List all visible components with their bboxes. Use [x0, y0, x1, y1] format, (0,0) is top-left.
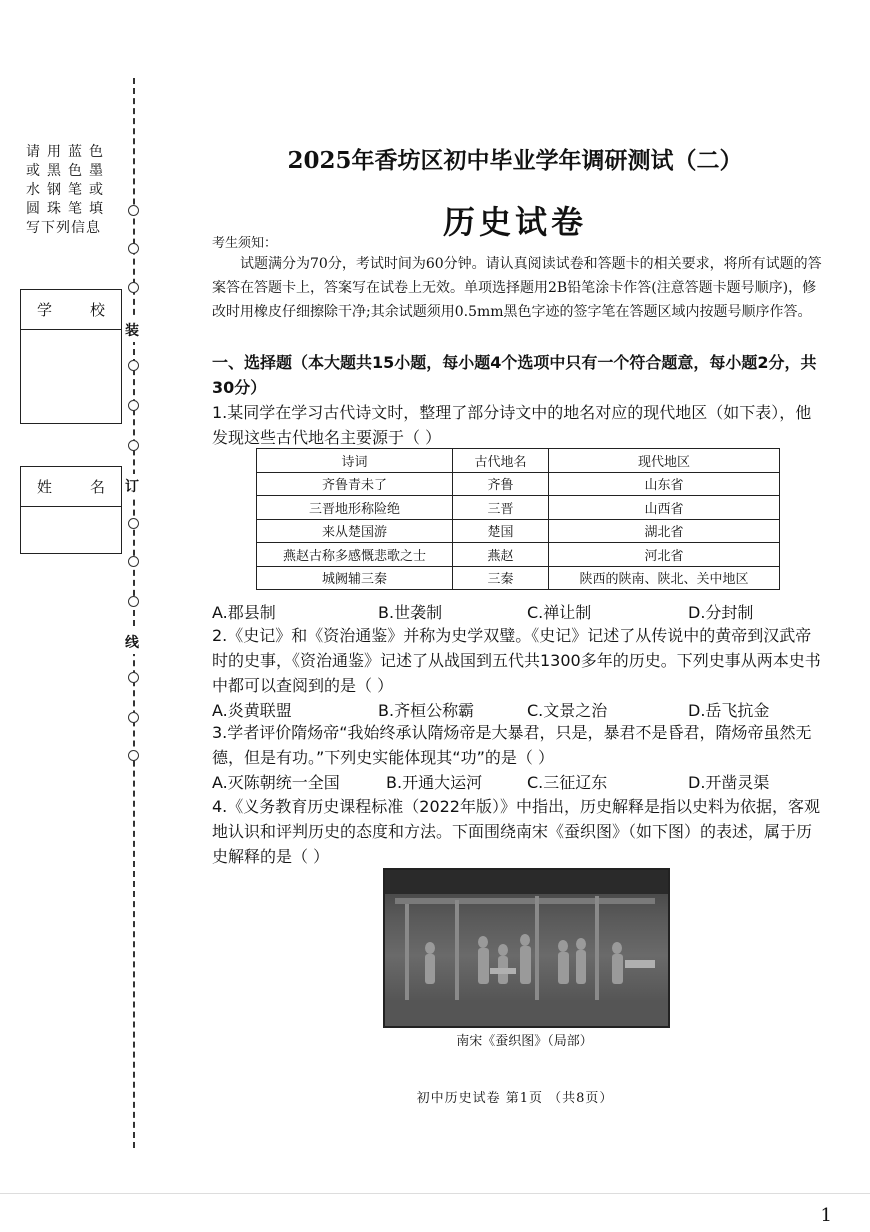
table-row — [257, 566, 780, 590]
question-2-options — [212, 698, 826, 722]
subject-title: 历史试卷 — [442, 203, 587, 241]
table-cell: 燕赵古称多感慨悲歌之士 — [257, 543, 453, 567]
option-a[interactable]: A.炎黄联盟 — [212, 701, 292, 720]
table-cell: 齐鲁青未了 — [257, 472, 453, 496]
binding-hole — [128, 400, 139, 411]
silk-weaving-painting — [383, 868, 670, 1028]
table-row — [257, 543, 780, 567]
question-4-stem: 4.《义务教育历史课程标准（2022年版）》中指出，历史解释是指以史料为依据，客观地认识和评判历史的态度和方法。下面围绕南宋《蚕织图》（如下图）的表述，属于历史解释的是（ ） — [212, 797, 820, 866]
binding-hole — [128, 243, 139, 254]
binding-line — [133, 78, 135, 1148]
option-a[interactable]: A.郡县制 — [212, 603, 276, 622]
question-1-options — [212, 600, 826, 624]
table-cell: 三晋 — [453, 496, 549, 520]
option-b[interactable]: B.齐桓公称霸 — [378, 701, 475, 720]
table-cell: 城阙辅三秦 — [257, 566, 453, 590]
table-cell: 河北省 — [549, 543, 780, 567]
option-d[interactable]: D.岳飞抗金 — [688, 701, 770, 720]
table-row — [257, 519, 780, 543]
table-cell: 三秦 — [453, 566, 549, 590]
option-b[interactable]: B.世袭制 — [378, 603, 443, 622]
table-row — [257, 472, 780, 496]
page-number: 1 — [820, 1205, 832, 1226]
table-header: 诗词 — [257, 449, 453, 473]
table-cell: 三晋地形称险绝 — [257, 496, 453, 520]
table-cell: 山西省 — [549, 496, 780, 520]
table-header: 古代地名 — [453, 449, 549, 473]
binding-hole — [128, 672, 139, 683]
instruction-line: 水钢笔或 — [26, 182, 110, 198]
binding-hole — [128, 360, 139, 371]
table-header-row — [257, 449, 780, 473]
binding-hole — [128, 205, 139, 216]
option-d[interactable]: D.分封制 — [688, 603, 754, 622]
table-cell: 齐鲁 — [453, 472, 549, 496]
table-cell: 山东省 — [549, 472, 780, 496]
binding-char-ding: 订 — [125, 474, 139, 498]
binding-hole — [128, 596, 139, 607]
question-1-stem: 1.某同学在学习古代诗文时，整理了部分诗文中的地名对应的现代地区（如下表），他发现这些古代地名主要源于（ ） — [212, 403, 812, 447]
notice-label: 考生须知： — [212, 236, 278, 251]
notice-text: 试题满分为70分，考试时间为60分钟。请认真阅读试卷和答题卡的相关要求，将所有试题的答案答在答题卡上，答案写在试卷上无效。单项选择题用2B铅笔涂卡作答(注意答题卡题号顺序)，修改时用橡皮仔细擦除干净;其余试题须用0.5mm黑色字迹的签字笔在答题区域内按题号顺序作答。 — [212, 256, 822, 320]
table-cell: 来从楚国游 — [257, 519, 453, 543]
instruction-line: 圆珠笔填 — [26, 201, 110, 217]
name-field-label: 姓 名 — [21, 467, 121, 507]
binding-hole — [128, 556, 139, 567]
binding-hole — [128, 440, 139, 451]
binding-hole — [128, 712, 139, 723]
table-row — [257, 496, 780, 520]
table-cell: 陕西的陕南、陕北、关中地区 — [549, 566, 780, 590]
table-cell: 楚国 — [453, 519, 549, 543]
section-heading: 一、选择题（本大题共15小题，每小题4个选项中只有一个符合题意，每小题2分，共30分） — [212, 353, 817, 397]
page-footer: 初中历史试卷 第1页 （共8页） — [416, 1091, 614, 1106]
table-cell: 燕赵 — [453, 543, 549, 567]
binding-char-xian: 线 — [125, 630, 139, 654]
place-name-table — [256, 448, 780, 590]
option-c[interactable]: C.禅让制 — [527, 603, 592, 622]
question-3-stem: 3.学者评价隋炀帝“我始终承认隋炀帝是大暴君，只是，暴君不是昏君，隋炀帝虽然无德，但是有功。”下列史实能体现其“功”的是（ ） — [212, 723, 812, 767]
option-c[interactable]: C.文景之治 — [527, 701, 608, 720]
table-header: 现代地区 — [549, 449, 780, 473]
instruction-line: 或黑色墨 — [26, 163, 110, 179]
fill-instructions — [26, 143, 118, 238]
name-field[interactable] — [20, 466, 122, 554]
painting-image — [385, 870, 668, 1026]
table-cell: 湖北省 — [549, 519, 780, 543]
instruction-line: 写下列信息 — [26, 220, 101, 236]
page-divider — [0, 1193, 870, 1194]
exam-title: 2025年香坊区初中毕业学年调研测试（二） — [287, 147, 743, 174]
school-field[interactable] — [20, 289, 122, 424]
option-d[interactable]: D.开凿灵渠 — [688, 773, 770, 792]
option-a[interactable]: A.灭陈朝统一全国 — [212, 773, 340, 792]
binding-hole — [128, 518, 139, 529]
binding-hole — [128, 282, 139, 293]
school-field-label: 学 校 — [21, 290, 121, 330]
instruction-line: 请用蓝色 — [26, 144, 110, 160]
binding-char-zhuang: 装 — [125, 318, 139, 342]
binding-hole — [128, 750, 139, 761]
option-c[interactable]: C.三征辽东 — [527, 773, 608, 792]
question-2-stem: 2.《史记》和《资治通鉴》并称为史学双璧。《史记》记述了从传说中的黄帝到汉武帝时的史事，《资治通鉴》记述了从战国到五代共1300多年的历史。下列史事从两本史书中都可以查阅到的是（ ） — [212, 626, 821, 695]
option-b[interactable]: B.开通大运河 — [386, 773, 483, 792]
figure-caption: 南宋《蚕织图》（局部） — [456, 1034, 593, 1049]
question-3-options — [212, 770, 826, 794]
